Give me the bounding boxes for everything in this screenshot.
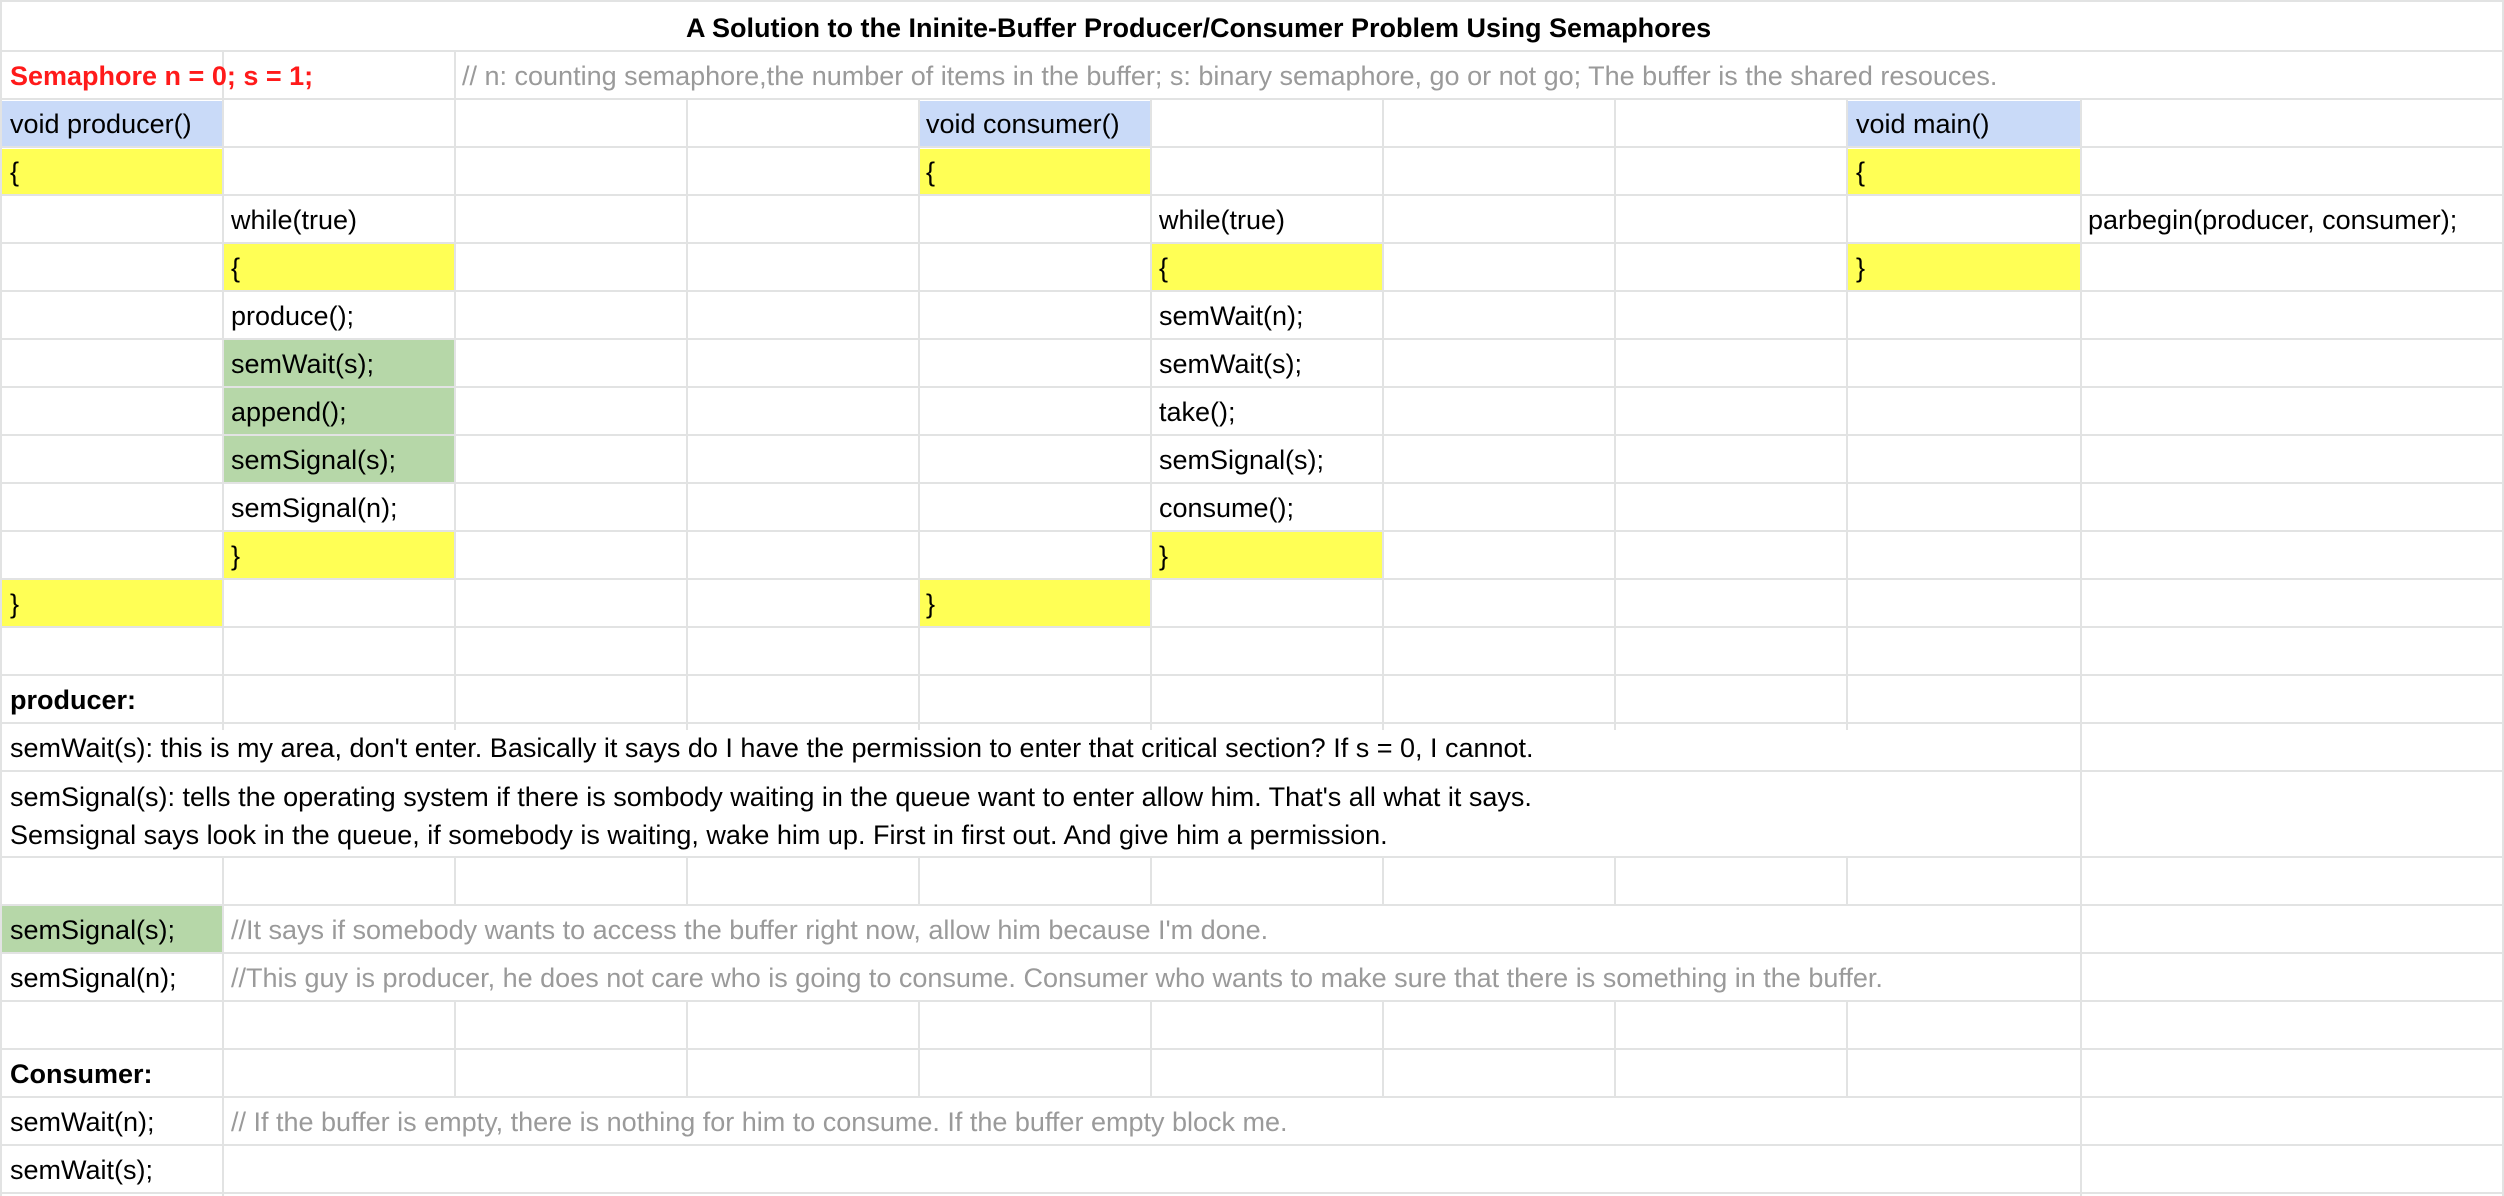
grid-line [1846, 1002, 1848, 1098]
grid-line [0, 578, 2504, 580]
grid-line [1150, 98, 1152, 730]
consumer-consume[interactable]: consume(); [1159, 493, 1295, 523]
consumer-semwait-s[interactable]: semWait(s); [1159, 349, 1302, 379]
producer-semsignal-s: semSignal(s); [231, 445, 397, 475]
grid-line [0, 1048, 2504, 1050]
grid-line [0, 722, 2504, 724]
main-open-brace-cell[interactable] [1848, 149, 2080, 195]
consumer-header: void consumer() [926, 109, 1120, 139]
notes-semsignal-s-label: semSignal(s); [10, 915, 176, 945]
grid-line [2080, 98, 2082, 1196]
producer-notes-heading[interactable]: producer: [10, 685, 137, 715]
consumer-loop-open-brace: { [1159, 253, 1169, 283]
grid-line [1150, 858, 1152, 906]
grid-line [1614, 98, 1616, 730]
grid-line [0, 674, 2504, 676]
grid-line [918, 858, 920, 906]
grid-line [0, 338, 2504, 340]
grid-line [686, 1002, 688, 1098]
grid-line [0, 0, 2, 1196]
semaphore-declaration[interactable]: Semaphore n = 0; s = 1; [10, 61, 314, 91]
consumer-open-brace: { [926, 157, 936, 187]
producer-semwait-s: semWait(s); [231, 349, 374, 379]
consumer-loop-close-brace: } [1159, 541, 1169, 571]
main-open-brace: { [1856, 157, 1866, 187]
main-close-brace-cell[interactable] [1848, 244, 2080, 290]
grid-line [0, 434, 2504, 436]
notes-semsignal-n-comment[interactable]: //This guy is producer, he does not care who is going to consume. Consumer who wants to make sure that there is something in the buffer. [231, 963, 1883, 993]
grid-line [0, 0, 2504, 2]
grid-line [0, 50, 2504, 52]
producer-semsignal-note-line1[interactable]: semSignal(s): tells the operating system if there is sombody waiting in the queue want to enter allow him. That's all what it says. [10, 782, 1532, 812]
producer-open-brace-cell[interactable] [2, 149, 222, 195]
producer-open-brace: { [10, 157, 20, 187]
grid-line [0, 290, 2504, 292]
grid-line [0, 1096, 2504, 1098]
notes-semsignal-n-label[interactable]: semSignal(n); [10, 963, 177, 993]
grid-line [0, 904, 2504, 906]
consumer-open-brace-cell[interactable] [918, 149, 1150, 195]
producer-semwait-note[interactable]: semWait(s): this is my area, don't enter. Basically it says do I have the permission to enter that critical section? If s = 0, I cannot. [10, 733, 1534, 763]
consumer-close-brace: } [926, 589, 936, 619]
grid-line [0, 242, 2504, 244]
consumer-take[interactable]: take(); [1159, 397, 1236, 427]
grid-line [454, 50, 456, 730]
grid-line [454, 1002, 456, 1098]
producer-loop-close-cell[interactable] [224, 532, 454, 578]
grid-line [1846, 858, 1848, 906]
grid-line [0, 856, 2504, 858]
semaphore-comment[interactable]: // n: counting semaphore,the number of items in the buffer; s: binary semaphore, go or not go; The buffer is the shared resouces. [462, 61, 1998, 91]
grid-line [918, 1002, 920, 1098]
producer-loop-open-brace: { [231, 253, 241, 283]
producer-close-brace-cell[interactable] [2, 580, 222, 626]
producer-semsignal-note-line2[interactable]: Semsignal says look in the queue, if somebody is waiting, wake him up. First in first out. And give him a permission. [10, 820, 1388, 850]
main-close-brace: } [1856, 253, 1866, 283]
consumer-close-brace-cell[interactable] [918, 580, 1150, 626]
main-header: void main() [1856, 109, 1990, 139]
grid-line [0, 626, 2504, 628]
notes-semwait-s-label[interactable]: semWait(s); [10, 1155, 153, 1185]
producer-close-brace: } [10, 589, 20, 619]
grid-line [0, 1192, 2504, 1194]
grid-line [918, 98, 920, 730]
grid-line [454, 858, 456, 906]
grid-line [0, 530, 2504, 532]
grid-line [0, 386, 2504, 388]
producer-while[interactable]: while(true) [231, 205, 358, 235]
grid-line [1382, 98, 1384, 730]
grid-line [1150, 1002, 1152, 1098]
producer-semsignal-n[interactable]: semSignal(n); [231, 493, 398, 523]
consumer-loop-open-cell[interactable] [1152, 244, 1382, 290]
grid-line [0, 770, 2504, 772]
grid-line [0, 952, 2504, 954]
grid-line [1614, 1002, 1616, 1098]
producer-loop-close-brace: } [231, 541, 241, 571]
consumer-notes-heading[interactable]: Consumer: [10, 1059, 153, 1089]
notes-semwait-n-comment[interactable]: // If the buffer is empty, there is nothing for him to consume. If the buffer empty block me. [231, 1107, 1288, 1137]
grid-line [0, 194, 2504, 196]
producer-produce[interactable]: produce(); [231, 301, 355, 331]
grid-line [222, 50, 224, 730]
consumer-semwait-n[interactable]: semWait(n); [1159, 301, 1304, 331]
grid-line [1614, 858, 1616, 906]
grid-line [686, 858, 688, 906]
notes-semwait-n-label[interactable]: semWait(n); [10, 1107, 155, 1137]
grid-line [0, 146, 2504, 148]
grid-line [0, 1144, 2504, 1146]
consumer-semsignal-s[interactable]: semSignal(s); [1159, 445, 1325, 475]
grid-line [0, 98, 2504, 100]
main-parbegin[interactable]: parbegin(producer, consumer); [2088, 205, 2458, 235]
consumer-while[interactable]: while(true) [1159, 205, 1286, 235]
grid-line [1846, 98, 1848, 730]
producer-append: append(); [231, 397, 347, 427]
producer-header: void producer() [10, 109, 192, 139]
grid-line [1382, 858, 1384, 906]
grid-line [1382, 1002, 1384, 1098]
grid-line [0, 1000, 2504, 1002]
grid-line [0, 482, 2504, 484]
notes-semsignal-s-comment[interactable]: //It says if somebody wants to access the buffer right now, allow him because I'm done. [231, 915, 1269, 945]
sheet-title[interactable]: A Solution to the Ininite-Buffer Producer/Consumer Problem Using Semaphores [686, 13, 1712, 43]
grid-line [686, 98, 688, 730]
producer-loop-open-cell[interactable] [224, 244, 454, 290]
consumer-loop-close-cell[interactable] [1152, 532, 1382, 578]
